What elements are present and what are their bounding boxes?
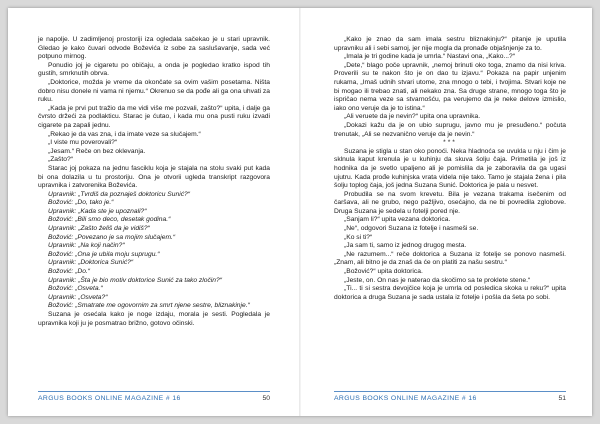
left-page	[8, 8, 300, 416]
paragraph: Suzana je stigla u stan oko ponoći. Neka hladnoća se uvukla u nju i čim je sklnula kaput krenula je u kuhinju da skuva šolju čaja. Primetila je još iz hodnika da je svetlo upaljeno ali je pomislila da je zaboravila da ga ugasi ujutru. Kada prođe kuhinjska vrata videla nije tako. Tamo je stajala žena i pila šolju toplog čaja, još jedna Suzana Sunić. Doktorica je pala u nesvet.	[334, 147, 566, 190]
paragraph: „Dokazi kažu da je on ubio suprugu, javno mu je presuđeno.“ počuta trenutak, „Ali se nezvanično veruje da je nevin.“	[334, 121, 566, 138]
paragraph: „Rekao je da vas zna, i da imate veze sa slučajem.“	[48, 130, 201, 138]
paragraph: Upravnik: „Doktorica Sunić?“	[48, 259, 134, 267]
right-page-footer	[334, 391, 566, 406]
paragraph: „Dete,“ blago poče upravnik, „nemoj brinuti oko toga, znamo da nisi kriva. Proverili su te nakon što je on dao tu izjavu.“ Pokaza na papir unjenim rukama, „Imaš udnih stvari utome, zna mnogo o tebi, i tvojima. Stvari koje ne bi mogao ili trebao znati, ali nekako zna. Sa druge strane, mnogo toga što je ispričao nema veze sa stvarnošću, pa verujemo da je neke delove izmislio, iako ono veruje da je to istina.“	[334, 61, 566, 112]
paragraph: Božović: „Bili smo deco, desetak godina.“	[48, 216, 171, 224]
right-page-body	[334, 36, 566, 302]
paragraph: „Ne“, odgovori Suzana iz fotelje i nasmeši se.	[344, 225, 479, 233]
paragraph: „Jeste, on. On nas je naterao da skočimo sa te proklete stene.“	[344, 276, 531, 284]
paragraph: Starac joj pokaza na jednu fasciklu koja je stajala na stolu svaki put kada bi ona dolazila u tu prostoriju. Ona je otvorii ugleda transkript razgovora upravnika i zatvorenika Boževića.	[38, 164, 270, 190]
paragraph: „Božović?“ upita doktorica.	[344, 268, 423, 276]
paragraph: „I viste mu poverovali?“	[48, 139, 118, 147]
paragraph: Božović: „Do, tako je.“	[48, 199, 114, 207]
magazine-title: ARGUS BOOKS ONLINE MAGAZINE # 16	[38, 395, 181, 402]
paragraph: „Sanjam li?“ upita vezana doktorica.	[344, 216, 451, 224]
left-page-body	[38, 36, 270, 328]
paragraph: Suzana je osećala kako je noge izdaju, morala je sesti. Pogledala je upravnika koji ju je posmatrao brižno, gotovo očinski.	[38, 311, 270, 327]
page-number: 50	[262, 395, 270, 402]
paragraph: Upravnik: „Zašto želiš da je vidiš?“	[48, 225, 150, 233]
paragraph: je napolje. U zadimljenoj prostoriji iza ogledala sačekao je u stari upravnik. Gledao je kako čuvari odvode Boževića iz sobe za saslušavanje, sada već potpuno mirnog.	[38, 36, 270, 61]
paragraph: Upravnik: „Osveta?“	[48, 293, 108, 301]
paragraph: Probudila se na svom krevetu. Bila je vezana trakama isečenim od čaršava, ali ne grubo, nego pažljivo, osećajno, da ne bi povredila zglobove. Druga Suzana je sedela u fotelji pored nje.	[334, 190, 566, 215]
paragraph: „Jesam.“ Reče on bez oklevanja.	[48, 147, 146, 155]
paragraph: „Ali veruete da je nevin?“ upita ona upravnika.	[344, 113, 481, 121]
paragraph: Božović: „Ona je ubila moju suprugu.“	[48, 250, 160, 258]
paragraph: „Ja sam ti, samo iz jednog drugog mesta.	[344, 242, 467, 250]
section-divider: ***	[443, 139, 457, 147]
paragraph: „Zašto?“	[48, 156, 73, 164]
paragraph: Upravnik: „Kada ste je upoznali?“	[48, 207, 147, 215]
paragraph: Upravnik: „Šta je bio motiv doktorice Sunić za tako zločin?“	[48, 276, 222, 284]
paragraph: „Doktorice, možda je vreme da okončate sa ovim vašim posetama. Ništa dobro nisu donele ni vama ni njemu.“ Okrenuo se da pođe ali ga ona uhvati za ruku.	[38, 78, 270, 104]
paragraph: Upravnik: „Tvrdiš da poznaješ doktoricu Sunić?“	[48, 190, 190, 198]
paragraph: „Imala je tri godine kada je umrla.“ Nastavi ona, „Kako...?“	[344, 53, 515, 61]
page-number: 51	[558, 395, 566, 402]
magazine-spread	[8, 8, 592, 416]
paragraph: „Ne razumem...“ reče doktorica a Suzana iz fotelje se ponovo nasmeši. „Znam, ali bitno je da znaš da će on platiti za našu sestru.“	[334, 250, 566, 267]
paragraph: „Ko si ti?“	[344, 233, 373, 241]
paragraph: Božović: „Smatrate me ogovornim za smrt njene sestre, bliznakinje.“	[48, 302, 250, 310]
paragraph: Ponudio joj je cigaretu po običaju, a onda je pogledao kratko ispod tih gustih, smrknutih obrva.	[38, 61, 270, 78]
paragraph: Božović: „Povezano je sa mojim slučajem.“	[48, 233, 176, 241]
right-page	[300, 8, 592, 416]
paragraph: „Kako je znao da sam imala sestru bliznakinju?“ pitanje je uputila upravniku ali i sebi samoj, jer nije mogla da pronađe objašnjenje za to.	[334, 36, 566, 52]
paragraph: Božović: „Osveta.“	[48, 285, 103, 293]
paragraph: Božović: „Do.“	[48, 268, 90, 276]
paragraph: „Ti... ti si sestra devojčice koja je umrla od posledica skoka u reku?“ upita doktorica a druga Suzana je sada ustala iz fotelje i pošla da šeta po sobi.	[334, 285, 566, 301]
left-page-footer	[38, 391, 270, 406]
paragraph: Upravnik: „Na koji način?“	[48, 242, 125, 250]
paragraph: „Kada je prvi put tražio da me vidi više me pozvali, zašto?“ upita, i dalje ga čvrsto držeći za podlakticu. Starac je ćutao, i kada mu ona pusti ruku izvadi cigarete pa zapali jednu.	[38, 104, 270, 129]
magazine-title: ARGUS BOOKS ONLINE MAGAZINE # 16	[334, 395, 477, 402]
